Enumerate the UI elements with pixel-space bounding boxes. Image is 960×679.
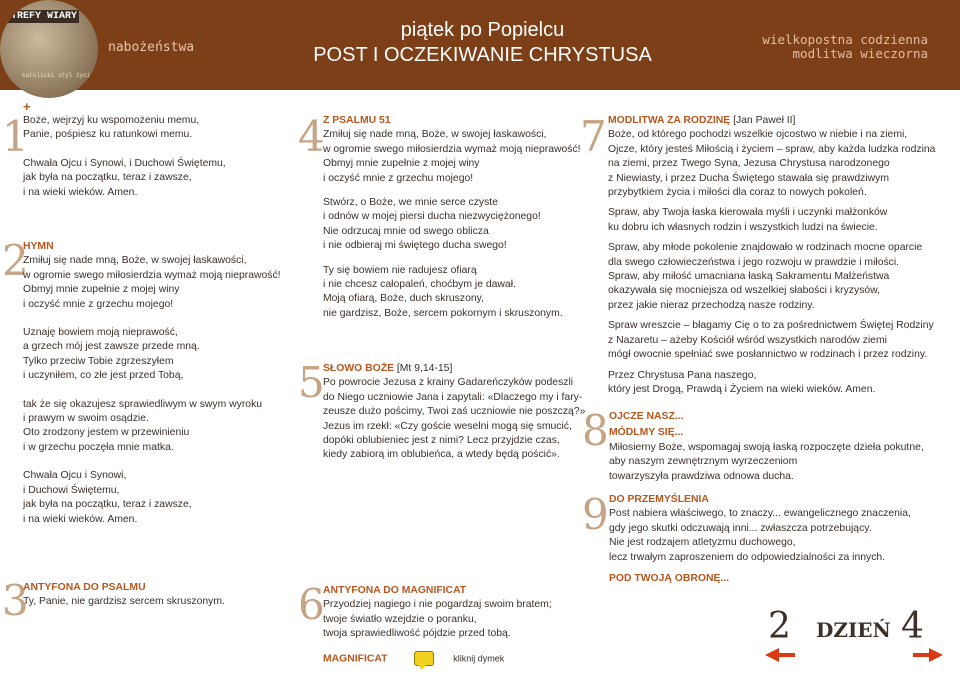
text-line: Boże, wejrzyj ku wspomożeniu memu, (23, 115, 200, 126)
text-line: Chwała Ojcu i Synowi, i Duchowi Świętemu, (23, 157, 226, 169)
text-line: Nie jest rodzajem atletyzmu duchowego, (609, 537, 796, 549)
text-line: Spraw, aby miłość umacniana łaską Sakramentu Małżeństwa (608, 271, 890, 283)
text-line: kiedy zabiorą im oblubieńca, a wtedy będą pościć». (323, 449, 560, 461)
text-line: i odnów w mojej piersi ducha niezwyciężonego! (323, 211, 541, 223)
day-navigation (768, 606, 933, 647)
day-label: DZIEŃ (816, 618, 891, 642)
text-line: Tylko przeciw Tobie zgrzeszyłem (23, 355, 174, 367)
section-title: ANTYFONA DO MAGNIFICAT (323, 585, 467, 596)
text-line: Przyodziej nagiego i nie pogardzaj swoim bratem; (323, 599, 552, 611)
text-line: jak była na początku, teraz i zawsze, (23, 499, 192, 511)
text-line: Zmiłuj się nade mną, Boże, w swojej łaskawości, (23, 255, 247, 267)
text-line: i Duchowi Świętemu, (23, 484, 120, 496)
author-reference: [Jan Paweł II] (733, 115, 796, 126)
section-number-4: 4 (298, 112, 325, 161)
text-line: dopóki oblubieniec jest z nimi? Lecz przyjdzie czas, (323, 435, 560, 447)
text-line: okazywała się mocniejsza od wszelkiej słabości i kryzysów, (608, 285, 880, 297)
section-title: ANTYFONA DO PSALMU (23, 582, 146, 593)
section-title (608, 114, 935, 128)
text-line: ku dobru ich własnych rodzin i wszystkich ludzi na świecie. (608, 221, 878, 233)
text-line: Chwała Ojcu i Synowi, (23, 470, 127, 482)
series-label-line2: modlitwa wieczorna (792, 46, 928, 61)
section-title: HYMN (23, 241, 54, 252)
section-psalm (323, 114, 581, 321)
text-line: Ty, Panie, nie gardzisz sercem skruszonym. (23, 596, 225, 608)
section-number-5: 5 (298, 358, 325, 407)
text-line: gdy jego skutki odczuwają inni... zwłaszcza potrzebujący. (609, 522, 872, 534)
section-title: Z PSALMU 51 (323, 115, 391, 126)
scripture-reference: [Mt 9,14-15] (396, 363, 453, 374)
section-title: DO PRZEMYŚLENIA (609, 494, 709, 505)
text-line: w ogromie swego miłosierdzia wymaż moją nieprawość! (323, 143, 581, 155)
section-title: MÓDLMY SIĘ... (609, 427, 684, 439)
magnificat-label: MAGNIFICAT (323, 652, 388, 664)
cross-icon: + (23, 99, 31, 114)
text-line: a grzech mój jest zawsze przede mną. (23, 341, 200, 353)
logo-title: STREFY WIARY (5, 11, 78, 22)
text-line: który jest Drogą, Prawdą i Życiem na wieki wieków. Amen. (608, 383, 876, 395)
text-line: jak była na początku, teraz i zawsze, (23, 172, 192, 184)
text-line: Boże, od którego pochodzi wszelkie ojcostwo w niebie i na ziemi, (608, 129, 908, 141)
text-line: Przez Chrystusa Pana naszego, (608, 369, 757, 381)
text-line: Uznaję bowiem moją nieprawość, (23, 327, 178, 339)
text-line: lecz trwałym zaproszeniem do odpowiedzialności za innych. (609, 551, 886, 563)
text-line: i w grzechu poczęła mnie matka. (23, 441, 174, 453)
text-line: Stwórz, o Boże, we mnie serce czyste (323, 197, 498, 209)
page-title-theme: POST I OCZEKIWANIE CHRYSTUSA (313, 44, 652, 66)
logo-subtitle: katolicki styl życia (22, 72, 95, 79)
text-line: i oczyść mnie z grzechu mojego! (323, 172, 474, 184)
section-family-prayer (608, 114, 935, 397)
section-hymn (23, 240, 281, 527)
section-sub-tuum (609, 572, 729, 586)
section-title-text: MODLITWA ZA RODZINĘ (608, 115, 731, 126)
section-number-8: 8 (582, 406, 609, 455)
section-title-text: SŁOWO BOŻE (323, 363, 394, 374)
text-line: tak że się okazujesz sprawiedliwym w swym wyroku (23, 398, 263, 410)
section-number-7: 7 (580, 112, 607, 161)
text-line: dla swego człowieczeństwa i jego rozwoju w prawdzie i miłości. (608, 256, 900, 268)
text-line: Moją ofiarą, Boże, duch skruszony, (323, 293, 484, 305)
text-line: Obmyj mnie zupełnie z mojej winy (323, 158, 480, 170)
text-line: z Nazaretu – ażeby Kościół wśród wszystkich narodów ziemi (608, 334, 887, 346)
section-our-father (609, 410, 924, 484)
next-day-number[interactable]: 4 (901, 606, 924, 647)
section-title: OJCZE NASZ... (609, 411, 684, 422)
click-hint: kliknij dymek (453, 652, 505, 663)
previous-day-number[interactable]: 2 (768, 606, 791, 647)
text-line: z Niewiasty, i przez Ducha Świętego stawała się prawdziwym (608, 172, 890, 184)
section-title: POD TWOJĄ OBRONĘ... (609, 573, 730, 584)
text-line: Zmiłuj się nade mną, Boże, w swojej łaskawości, (323, 129, 547, 141)
text-line: Obmyj mnie zupełnie z mojej winy (23, 284, 180, 296)
section-magnificat-antiphon (323, 584, 552, 666)
text-line: Miłosierny Boże, wspomagaj swoją łaską rozpoczęte dzieła pokutne, (609, 441, 924, 453)
text-line: Spraw, aby Twoja łaska kierowała myśli i uczynki małżonków (608, 207, 888, 219)
series-label (762, 33, 928, 61)
text-line: i oczyść mnie z grzechu mojego! (23, 298, 174, 310)
text-line: Ojcze, który jesteś Miłością i życiem – spraw, aby każda ludzka rodzina (608, 143, 936, 155)
text-line: Jezus im rzekł: «Czy goście weselni mogą się smucić, (323, 420, 572, 432)
text-line: twoja sprawiedliwość pójdzie przed tobą. (323, 628, 511, 640)
section-opening (23, 100, 226, 200)
text-line: zeusze dużo pościmy, Twoi zaś uczniowie nie poszczą?» (323, 406, 586, 418)
text-line: Po powrocie Jezusa z krainy Gadareńczyków podeszli (323, 377, 574, 389)
text-line: w ogromie swego miłosierdzia wymaż moją nieprawość! (23, 269, 281, 281)
series-label-line1: wielkopostna codzienna (762, 32, 928, 47)
page-title (250, 18, 715, 68)
next-day-arrow-icon[interactable] (929, 648, 943, 662)
section-number-1: 1 (2, 112, 29, 161)
section-number-2: 2 (2, 236, 29, 285)
text-line: Oto zrodzony jestem w przewinieniu (23, 427, 190, 439)
section-word-of-god (323, 362, 585, 463)
text-line: Panie, pośpiesz ku ratunkowi memu. (23, 129, 193, 141)
speech-bubble-icon[interactable] (414, 651, 434, 666)
text-line: Spraw wreszcie – błagamy Cię o to za pośrednictwem Świętej Rodziny (608, 320, 934, 332)
text-line: i uczyniłem, co złe jest przed Tobą, (23, 370, 184, 382)
text-line: aby naszym zewnętrznym wyrzeczeniom (609, 456, 798, 468)
text-line: przybytkiem życia i miłości dla coraz to nowych pokoleń. (608, 187, 867, 199)
section-number-9: 9 (582, 490, 609, 539)
text-line: towarzyszyła prawdziwa odnowa ducha. (609, 470, 794, 482)
text-line: i nie odbieraj mi świętego ducha swego! (323, 240, 507, 252)
text-line: do Niego uczniowie Jana i zapytali: «Dlaczego my i fary- (323, 391, 583, 403)
text-line: nie gardzisz, Boże, sercem pokornym i skruszonym. (323, 307, 563, 319)
text-line: na ziemi, przez Twego Syna, Jezusa Chrystusa narodzonego (608, 158, 890, 170)
section-title (323, 362, 585, 376)
text-line: twoje światło wzejdzie o poranku, (323, 613, 477, 625)
text-line: Spraw, aby młode pokolenie znajdowało w rodzinach mocne oparcie (608, 242, 923, 254)
text-line: Post nabiera właściwego, to znaczy... ewangelicznego znaczenia, (609, 508, 911, 520)
text-line: i nie chcesz całopaleń, choćbym je dawał. (323, 279, 516, 291)
page-title-day: piątek po Popielcu (400, 19, 565, 41)
text-line: przez jakie nieraz przechodzą nasze rodziny. (608, 299, 815, 311)
section-number-6: 6 (298, 580, 325, 629)
logo[interactable] (0, 0, 98, 98)
text-line: i prawym w swoim osądzie. (23, 413, 149, 425)
section-label[interactable]: nabożeństwa (108, 40, 195, 55)
section-reflection (609, 493, 911, 565)
text-line: Ty się bowiem nie radujesz ofiarą (323, 264, 477, 276)
text-line: Nie odrzucaj mnie od swego oblicza (323, 225, 489, 237)
text-line: mógł owocnie spełniać swe posłannictwo w rodzinach i przez rodziny. (608, 349, 928, 361)
section-number-3: 3 (2, 576, 29, 625)
text-line: i na wieki wieków. Amen. (23, 186, 138, 198)
previous-day-arrow-icon[interactable] (765, 648, 779, 662)
text-line: i na wieki wieków. Amen. (23, 513, 138, 525)
section-psalm-antiphon (23, 581, 225, 610)
